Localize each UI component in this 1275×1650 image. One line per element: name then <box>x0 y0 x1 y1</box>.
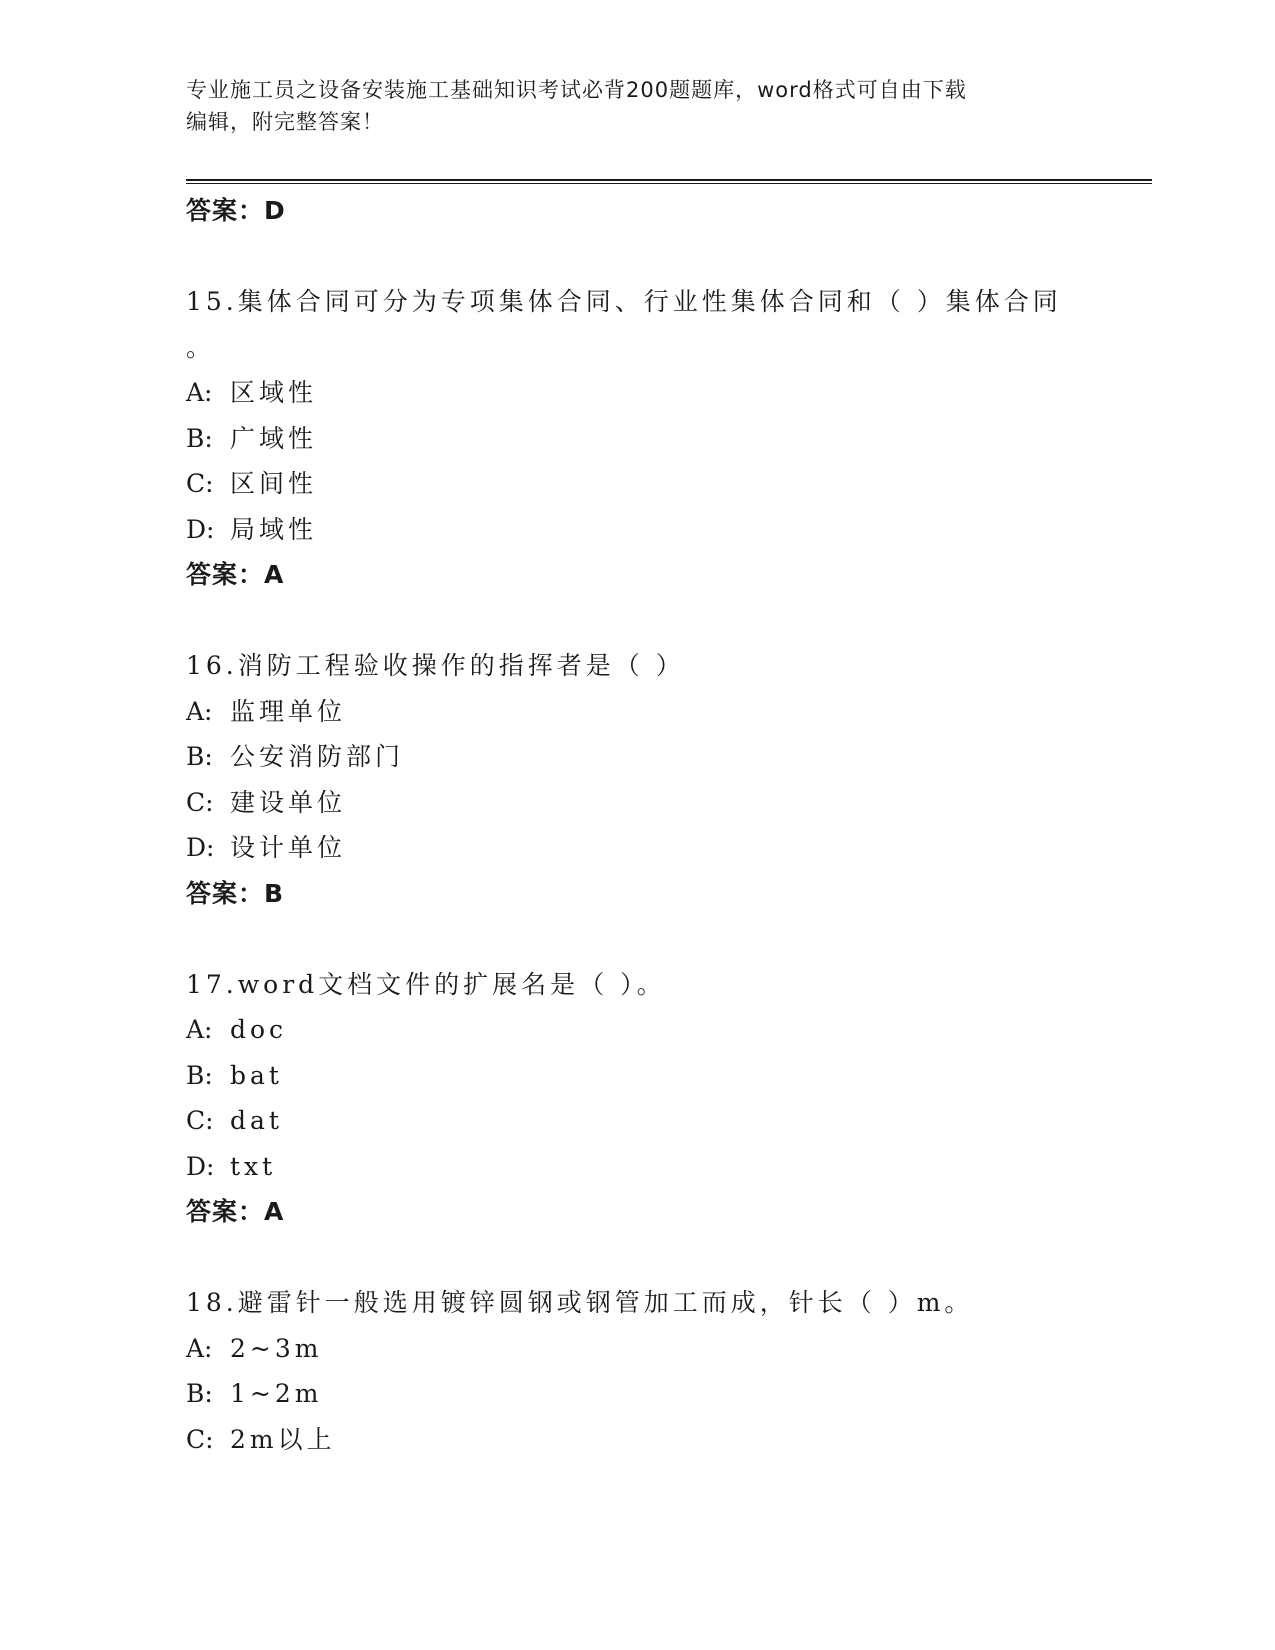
option-a <box>186 689 1066 735</box>
option-b <box>186 1371 1066 1417</box>
option-text: 公安消防部门 <box>230 742 405 771</box>
option-a <box>186 1007 1066 1053</box>
option-text: txt <box>230 1151 277 1181</box>
option-letter: B: <box>186 1379 213 1408</box>
option-text: 监理单位 <box>230 696 347 726</box>
option-c <box>186 780 1066 826</box>
option-text: doc <box>230 1015 288 1044</box>
option-text: 区间性 <box>230 469 318 498</box>
option-letter: C: <box>186 787 214 817</box>
spacer <box>186 1235 1066 1281</box>
question-stem: 17.word文档文件的扩展名是（ ）。 <box>186 969 666 999</box>
option-letter: D: <box>186 1151 215 1181</box>
option-letter: D: <box>186 514 215 544</box>
option-letter: C: <box>186 1424 214 1454</box>
question-18 <box>186 1280 1066 1462</box>
option-d <box>186 825 1066 871</box>
question-stem: 18.避雷针一般选用镀锌圆钢或钢管加工而成，针长（ ）m。 <box>186 1288 974 1317</box>
option-letter: A: <box>186 1333 213 1363</box>
option-c <box>186 461 1066 507</box>
spacer <box>186 598 1066 644</box>
option-text: 局域性 <box>230 514 318 544</box>
option-letter: C: <box>186 1106 214 1135</box>
spacer <box>186 916 1066 962</box>
option-text: 区域性 <box>230 378 318 407</box>
option-text: 设计单位 <box>230 833 347 862</box>
option-d <box>186 1144 1066 1190</box>
previous-answer: 答案：D <box>186 196 286 225</box>
option-letter: A: <box>186 696 213 726</box>
option-b <box>186 1053 1066 1099</box>
option-text: 1~2m <box>230 1379 323 1408</box>
option-text: bat <box>230 1060 283 1090</box>
question-list <box>186 188 1066 1462</box>
answer-line: 答案：A <box>186 1197 285 1226</box>
option-text: 2m以上 <box>230 1424 336 1454</box>
option-letter: B: <box>186 423 213 453</box>
option-a <box>186 1326 1066 1372</box>
option-text: 建设单位 <box>230 787 347 817</box>
option-letter: B: <box>186 1060 213 1090</box>
option-letter: A: <box>186 1015 213 1044</box>
option-text: 2~3m <box>230 1333 323 1363</box>
option-a <box>186 370 1066 416</box>
spacer <box>186 234 1066 280</box>
option-letter: C: <box>186 469 214 498</box>
question-stem: 15.集体合同可分为专项集体合同、行业性集体合同和（ ）集体合同 <box>186 287 1062 316</box>
header-title-line-2: 编辑，附完整答案！ <box>186 110 384 134</box>
answer-line: 答案：A <box>186 560 285 589</box>
question-15 <box>186 279 1066 598</box>
option-c <box>186 1417 1066 1463</box>
question-stem-continuation: 。 <box>186 332 216 362</box>
question-17 <box>186 962 1066 1235</box>
answer-line: 答案：B <box>186 878 285 908</box>
option-text: dat <box>230 1106 283 1135</box>
option-b <box>186 734 1066 780</box>
document-header <box>186 74 1066 138</box>
option-b <box>186 416 1066 462</box>
option-letter: B: <box>186 742 213 771</box>
header-title-line-1: 专业施工员之设备安装施工基础知识考试必背200题题库，word格式可自由下载 <box>186 78 967 102</box>
option-c <box>186 1098 1066 1144</box>
header-divider <box>186 179 1152 184</box>
option-letter: A: <box>186 378 213 407</box>
question-16 <box>186 643 1066 916</box>
question-stem: 16.消防工程验收操作的指挥者是（ ） <box>186 651 685 680</box>
option-d <box>186 507 1066 553</box>
option-text: 广域性 <box>230 423 318 453</box>
option-letter: D: <box>186 833 215 862</box>
